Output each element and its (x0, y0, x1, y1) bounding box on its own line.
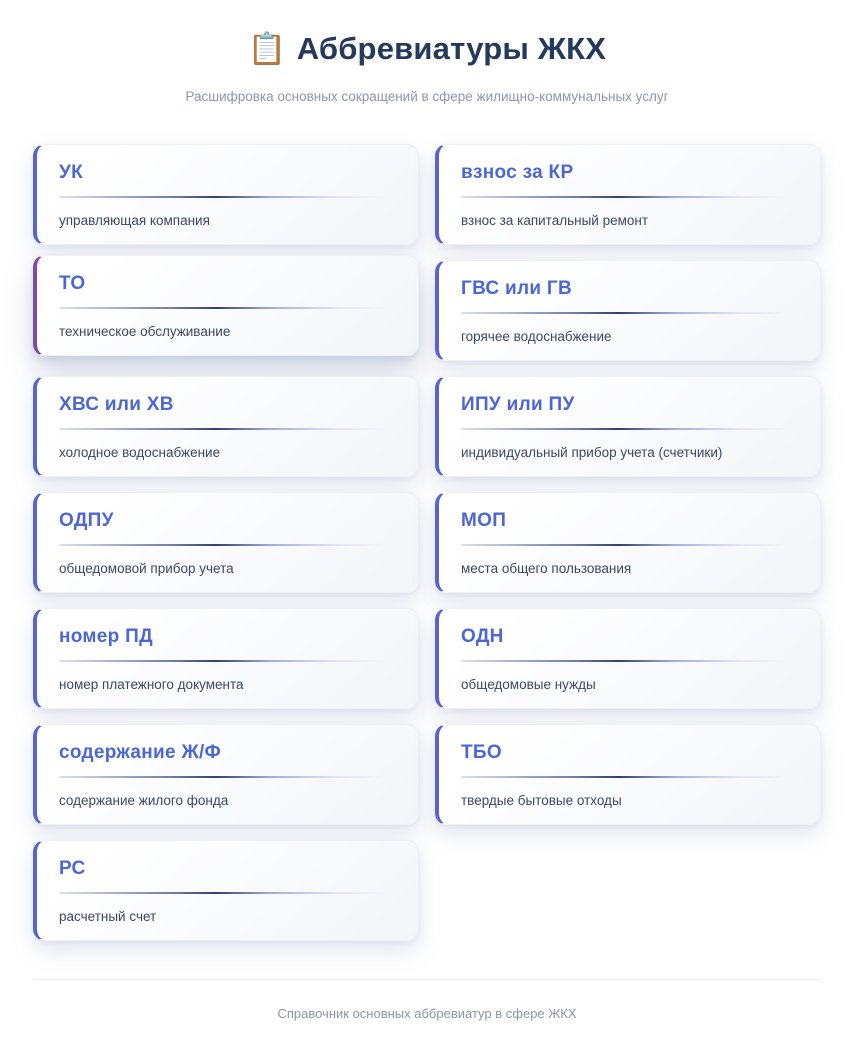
card-divider (461, 660, 788, 662)
abbr-title: ОДН (461, 626, 504, 647)
card-divider (461, 428, 788, 430)
card-divider (461, 776, 788, 778)
abbr-title: ТО (59, 273, 86, 294)
card-divider (59, 544, 386, 546)
abbr-description: содержание жилого фонда (59, 793, 229, 808)
abbr-title: ИПУ или ПУ (461, 394, 575, 415)
abbr-description: расчетный счет (59, 909, 157, 924)
abbr-card[interactable] (33, 840, 419, 941)
page-header (33, 30, 821, 104)
abbr-title: ОДПУ (59, 510, 114, 531)
abbr-title: содержание Ж/Ф (59, 742, 222, 763)
abbr-title: РС (59, 858, 86, 879)
abbr-title: взнос за КР (461, 162, 574, 183)
page (0, 30, 854, 1021)
abbr-description: холодное водоснабжение (59, 445, 221, 460)
card-divider (59, 428, 386, 430)
card-divider (461, 312, 788, 314)
abbr-card[interactable] (33, 144, 419, 245)
abbr-card[interactable] (33, 724, 419, 825)
abbr-description: техническое обслуживание (59, 324, 231, 339)
abbr-title: ТБО (461, 742, 502, 763)
page-footer-text: Справочник основных аббревиатур в сфере ЖКХ (277, 1006, 577, 1021)
abbr-card[interactable] (435, 492, 821, 593)
abbr-card[interactable] (435, 260, 821, 361)
card-divider (461, 544, 788, 546)
abbr-description: горячее водоснабжение (461, 329, 612, 344)
abbr-description: общедомовой прибор учета (59, 561, 234, 576)
abbr-title: номер ПД (59, 626, 153, 647)
card-divider (59, 196, 386, 198)
abbr-card[interactable] (435, 376, 821, 477)
abbr-card[interactable] (435, 144, 821, 245)
abbr-title: МОП (461, 510, 507, 531)
card-divider (59, 660, 386, 662)
abbr-description: номер платежного документа (59, 677, 244, 692)
clipboard-icon: 📋 (247, 31, 287, 66)
abbr-card[interactable] (33, 255, 419, 356)
card-divider (59, 307, 386, 309)
abbr-title: ХВС или ХВ (59, 394, 174, 415)
abbr-description: твердые бытовые отходы (461, 793, 622, 808)
abbr-card[interactable] (33, 608, 419, 709)
footer-divider (33, 979, 821, 980)
abbreviation-cards-grid (33, 144, 821, 941)
abbr-description: управляющая компания (59, 213, 210, 228)
card-divider (461, 196, 788, 198)
abbr-card[interactable] (33, 376, 419, 477)
abbr-card[interactable] (435, 724, 821, 825)
abbr-description: взнос за капитальный ремонт (461, 213, 649, 228)
page-title-text: Аббревиатуры ЖКХ (296, 31, 607, 66)
abbr-card[interactable] (33, 492, 419, 593)
abbr-title: УК (59, 162, 84, 183)
card-divider (59, 892, 386, 894)
abbr-description: общедомовые нужды (461, 677, 596, 692)
abbr-title: ГВС или ГВ (461, 278, 572, 299)
card-divider (59, 776, 386, 778)
page-subtitle: Расшифровка основных сокращений в сфере жилищно-коммунальных услуг (185, 89, 669, 104)
abbr-description: места общего пользования (461, 561, 632, 576)
page-title (33, 30, 821, 67)
abbr-card[interactable] (435, 608, 821, 709)
abbr-description: индивидуальный прибор учета (счетчики) (461, 445, 723, 460)
